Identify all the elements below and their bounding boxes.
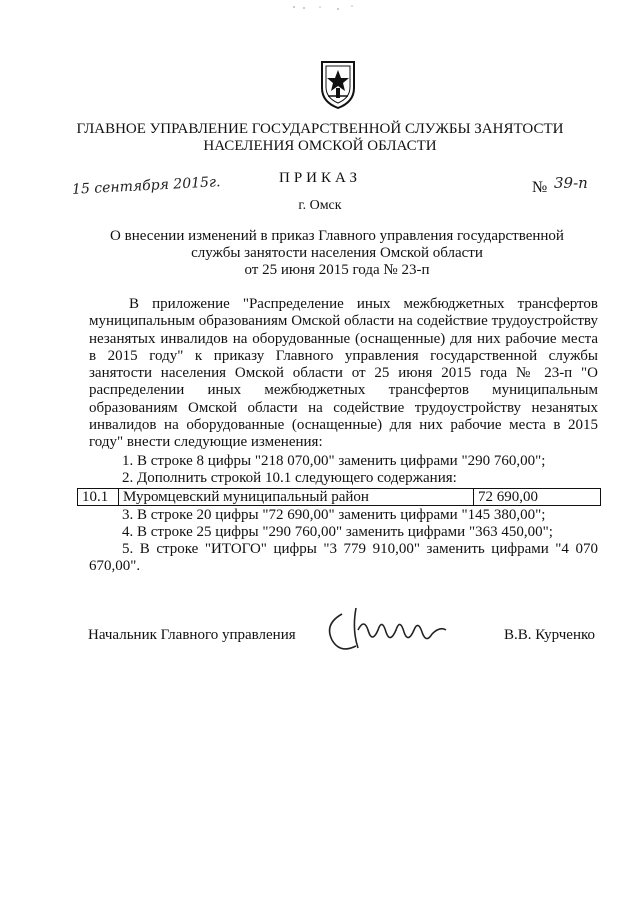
body-intro-text: В приложение "Распределение иных межбюджетных трансфертов муниципальным образованиям Омской области на содействие трудоустройству незанятых инвалидов на оборудованные (оснащенные) для них рабочие места в 2015 году" к приказу Главного управления государственной службы занятости населения Омской области от 25 июня 2015 года № 23-п "О распределении иных межбюджетных трансфертов муниципальным образованиям Омской области на содействие трудоустройству незанятых инвалидов на оборудованные (оснащенные) для них рабочие места в 2015 году" внести следующие изменения: <box>89 296 598 451</box>
organization-name-line2: НАСЕЛЕНИЯ ОМСКОЙ ОБЛАСТИ <box>203 138 437 154</box>
change-item-5-paragraph <box>89 541 598 576</box>
change-item-2: 2. Дополнить строкой 10.1 следующего содержания: <box>122 470 457 486</box>
subject-line1: О внесении изменений в приказ Главного управления государственной <box>110 228 564 244</box>
signer-position: Начальник Главного управления <box>88 627 296 643</box>
change-item-3: 3. В строке 20 цифры "72 690,00" заменить цифрами "145 380,00"; <box>122 507 546 523</box>
signer-name: В.В. Курченко <box>504 627 596 643</box>
subject-line3: от 25 июня 2015 года № 23-п <box>244 262 430 278</box>
amount-cell: 72 690,00 <box>474 489 601 506</box>
table-row <box>78 489 601 506</box>
order-number-handwritten: 39-п <box>554 174 588 192</box>
order-city: г. Омск <box>298 198 342 213</box>
body-intro-paragraph <box>89 296 598 452</box>
handwritten-signature <box>322 600 462 660</box>
row-number-cell: 10.1 <box>78 489 119 506</box>
change-item-5: 5. В строке "ИТОГО" цифры "3 779 910,00" заменить цифрами "4 070 670,00". <box>89 541 598 575</box>
district-name-cell: Муромцевский муниципальный район <box>119 489 474 506</box>
subject-line2: службы занятости населения Омской области <box>191 245 483 261</box>
change-item-1: 1. В строке 8 цифры "218 070,00" заменить цифрами "290 760,00"; <box>122 453 546 469</box>
scan-artifact <box>290 4 360 12</box>
coat-of-arms-emblem <box>318 58 358 110</box>
order-title: ПРИКАЗ <box>279 170 361 186</box>
order-subject <box>92 228 582 279</box>
order-number-label: № <box>532 179 548 196</box>
change-item-4: 4. В строке 25 цифры "290 760,00" заменить цифрами "363 450,00"; <box>122 524 553 540</box>
inserted-row-table <box>77 488 601 506</box>
order-date-handwritten: 15 сентября 2015г. <box>71 174 221 198</box>
organization-name-line1: ГЛАВНОЕ УПРАВЛЕНИЕ ГОСУДАРСТВЕННОЙ СЛУЖБЫ ЗАНЯТОСТИ <box>76 121 564 137</box>
